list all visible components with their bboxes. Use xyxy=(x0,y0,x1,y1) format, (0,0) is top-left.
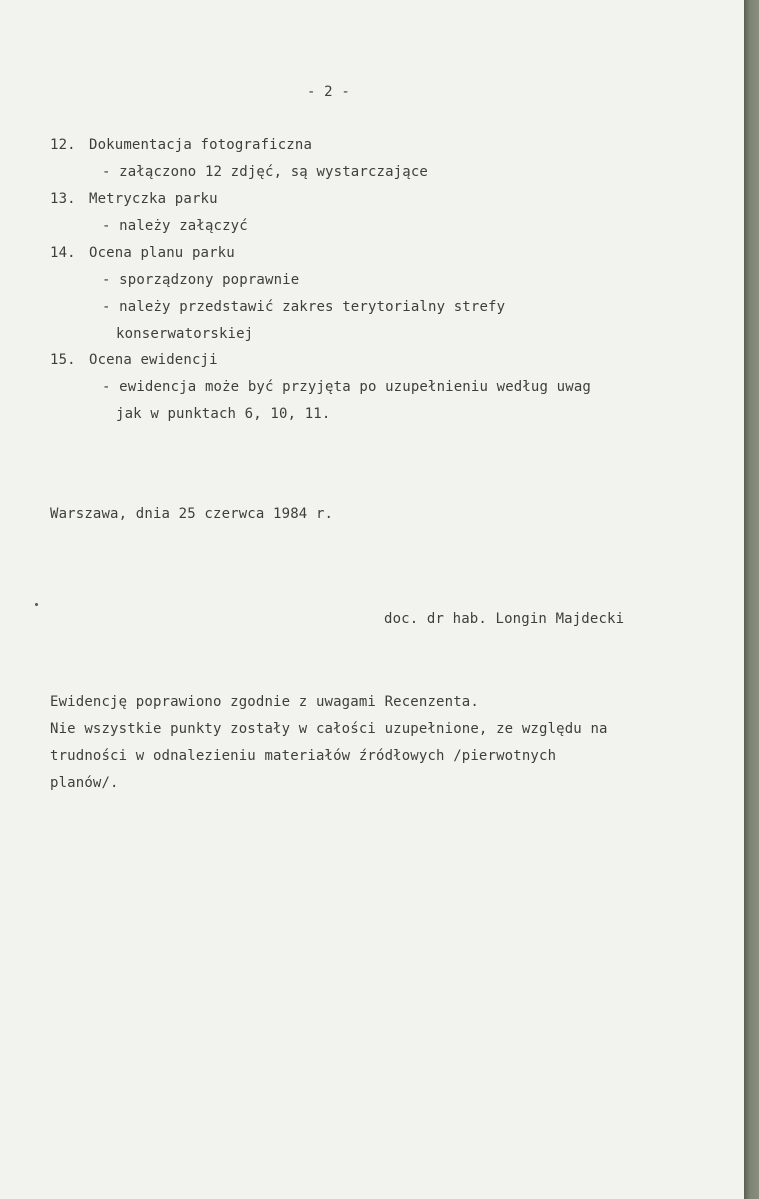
item-12-number: 12. xyxy=(50,137,76,153)
footnote-line-2: Nie wszystkie punkty zostały w całości uzupełnione, ze względu na xyxy=(50,721,608,737)
footnote-line-3: trudności w odnalezieniu materiałów źródłowych /pierwotnych xyxy=(50,748,557,764)
item-14-note-1: - sporządzony poprawnie xyxy=(102,272,300,288)
item-13-note-1: - należy załączyć xyxy=(102,218,248,234)
item-14-number: 14. xyxy=(50,245,76,261)
signature: doc. dr hab. Longin Majdecki xyxy=(384,611,625,627)
item-13-title: Metryczka parku xyxy=(89,191,218,207)
page-edge xyxy=(744,0,759,1199)
item-15-note-1: - ewidencja może być przyjęta po uzupełnieniu według uwag xyxy=(102,379,591,395)
item-15-title: Ocena ewidencji xyxy=(89,352,218,368)
footnote-line-1: Ewidencję poprawiono zgodnie z uwagami Recenzenta. xyxy=(50,694,479,710)
place-date: Warszawa, dnia 25 czerwca 1984 r. xyxy=(50,506,334,522)
item-15-note-2: jak w punktach 6, 10, 11. xyxy=(116,406,331,422)
paper-dot xyxy=(35,603,38,606)
item-12-note-1: - załączono 12 zdjęć, są wystarczające xyxy=(102,164,428,180)
item-14-note-2: - należy przedstawić zakres terytorialny strefy xyxy=(102,299,506,315)
footnote-line-4: planów/. xyxy=(50,775,119,791)
item-13-number: 13. xyxy=(50,191,76,207)
item-14-note-3: konserwatorskiej xyxy=(116,326,254,342)
page-number: - 2 - xyxy=(307,84,350,100)
item-12-title: Dokumentacja fotograficzna xyxy=(89,137,313,153)
item-14-title: Ocena planu parku xyxy=(89,245,235,261)
item-15-number: 15. xyxy=(50,352,76,368)
